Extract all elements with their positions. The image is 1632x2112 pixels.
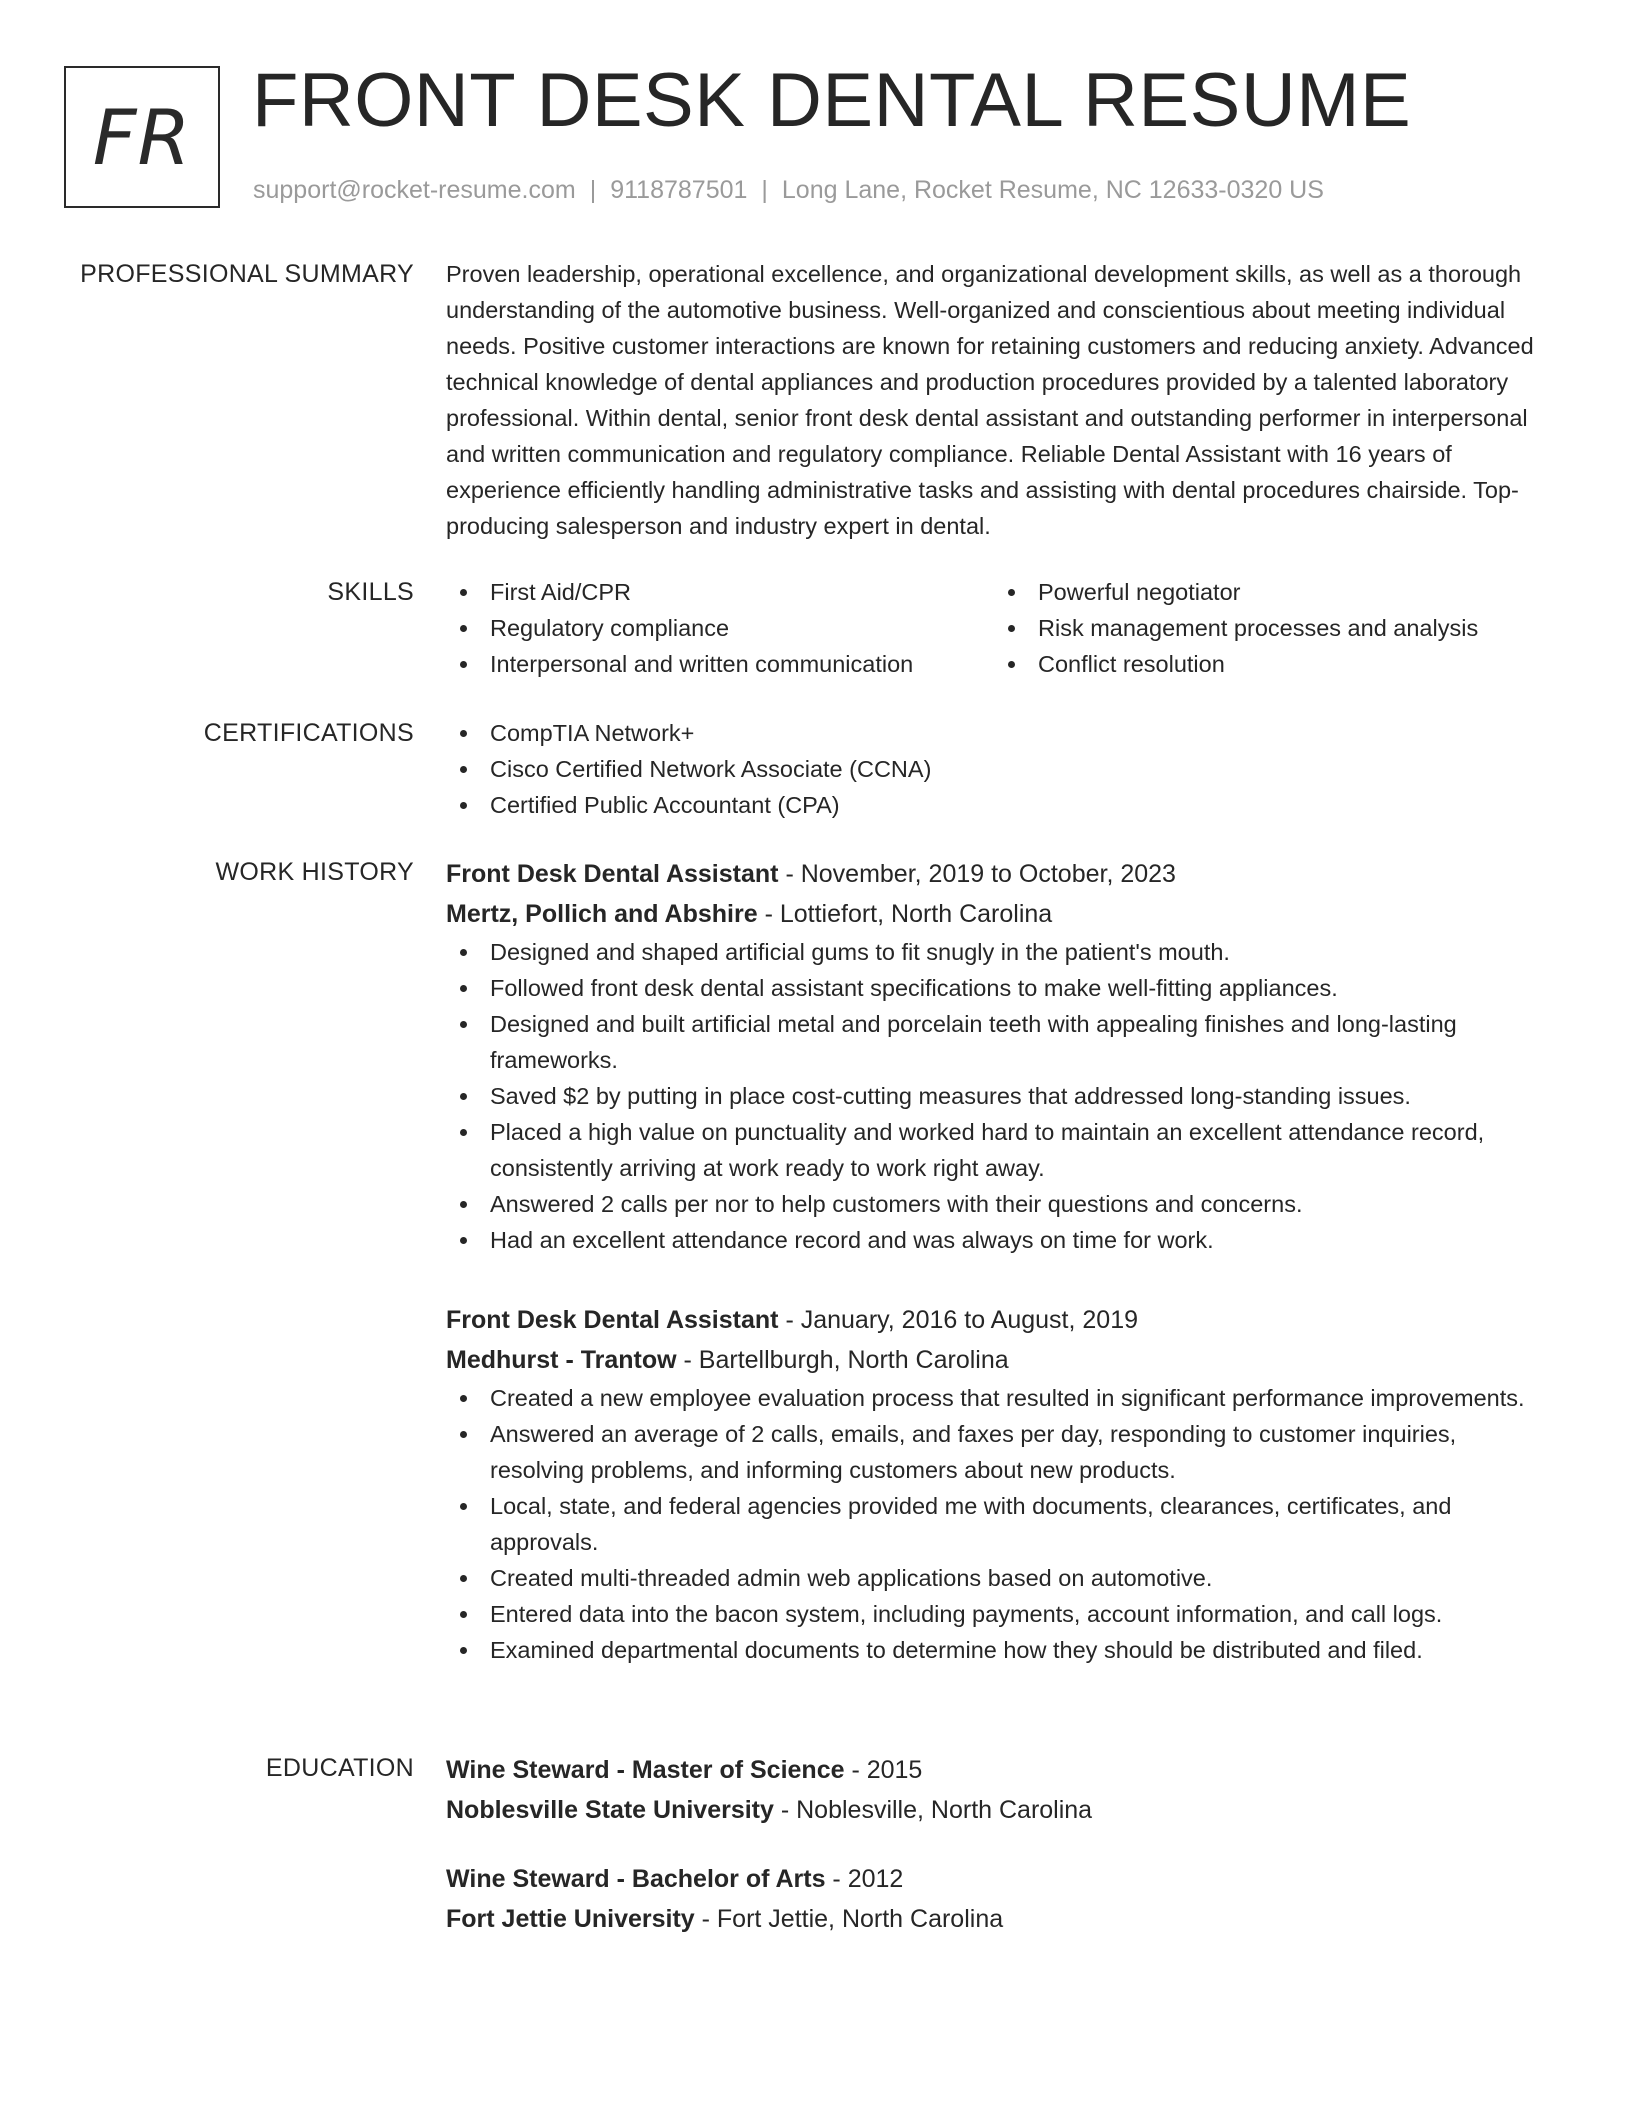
education-location: - Noblesville, North Carolina — [780, 1796, 1093, 1824]
job-bullets — [446, 934, 1556, 1258]
education-degree-line — [446, 1859, 1556, 1899]
skill-item: Risk management processes and analysis — [994, 610, 1542, 646]
job-title-line — [446, 1300, 1556, 1340]
certification-item: Certified Public Accountant (CPA) — [446, 787, 1556, 823]
section-label-skills: SKILLS — [327, 578, 414, 606]
contact-separator: | — [589, 176, 597, 204]
resume-title: FRONT DESK DENTAL RESUME — [252, 58, 1412, 143]
section-label-education: EDUCATION — [265, 1754, 414, 1782]
job-bullet: Followed front desk dental assistant specifications to make well-fitting appliances. — [446, 970, 1556, 1006]
job-bullet: Answered an average of 2 calls, emails, and faxes per day, responding to customer inquiries, resolving problems, and informing customers about new products. — [446, 1416, 1556, 1488]
job-bullet: Entered data into the bacon system, including payments, account information, and call logs. — [446, 1596, 1556, 1632]
job-title: Front Desk Dental Assistant — [446, 1306, 779, 1334]
section-label-certifications: CERTIFICATIONS — [203, 719, 414, 747]
skill-item: Conflict resolution — [994, 646, 1542, 682]
summary-body — [446, 256, 1556, 544]
job-entry — [446, 1300, 1556, 1668]
certifications-body — [446, 715, 1556, 823]
education-degree-line — [446, 1750, 1556, 1790]
job-title: Front Desk Dental Assistant — [446, 860, 779, 888]
contact-line — [253, 174, 1324, 206]
education-school: Fort Jettie University — [446, 1905, 695, 1933]
skill-item: First Aid/CPR — [446, 574, 994, 610]
job-bullet: Designed and shaped artificial gums to fit snugly in the patient's mouth. — [446, 934, 1556, 970]
education-degree: Wine Steward - Bachelor of Arts — [446, 1865, 826, 1893]
job-bullet: Local, state, and federal agencies provided me with documents, clearances, certificates, and approvals. — [446, 1488, 1556, 1560]
job-location: - Lottiefort, North Carolina — [764, 900, 1053, 928]
contact-phone: 9118787501 — [610, 176, 748, 204]
skills-column-left — [446, 574, 994, 682]
job-entry — [446, 854, 1556, 1258]
education-entry — [446, 1750, 1556, 1830]
education-year: - 2015 — [851, 1756, 923, 1784]
summary-text: Proven leadership, operational excellence, and organizational development skills, as well as a thorough understanding of the automotive business. Well-organized and conscientious about meeting individual needs. Positive customer interactions are known for retaining customers and reducing anxiety. Advanced technical knowledge of dental appliances and production procedures provided by a talented laboratory professional. Within dental, senior front desk dental assistant and outstanding performer in interpersonal and written communication and regulatory compliance. Reliable Dental Assistant with 16 years of experience efficiently handling administrative tasks and assisting with dental procedures chairside. Top-producing salesperson and industry expert in dental. — [446, 261, 1534, 539]
job-company-line — [446, 1340, 1556, 1380]
education-location: - Fort Jettie, North Carolina — [701, 1905, 1004, 1933]
job-bullet: Designed and built artificial metal and porcelain teeth with appealing finishes and long-lasting frameworks. — [446, 1006, 1556, 1078]
job-bullets — [446, 1380, 1556, 1668]
contact-separator: | — [761, 176, 768, 204]
skill-item: Powerful negotiator — [994, 574, 1542, 610]
job-bullet: Placed a high value on punctuality and worked hard to maintain an excellent attendance record, consistently arriving at work ready to work right away. — [446, 1114, 1556, 1186]
skills-body — [446, 574, 1556, 682]
job-dates: - January, 2016 to August, 2019 — [785, 1306, 1139, 1334]
job-bullet: Had an excellent attendance record and was always on time for work. — [446, 1222, 1556, 1258]
job-company-line — [446, 894, 1556, 934]
certification-item: CompTIA Network+ — [446, 715, 1556, 751]
job-bullet: Answered 2 calls per nor to help customers with their questions and concerns. — [446, 1186, 1556, 1222]
job-bullet: Saved $2 by putting in place cost-cutting measures that addressed long-standing issues. — [446, 1078, 1556, 1114]
work-history-body — [446, 854, 1556, 1668]
job-bullet: Examined departmental documents to determine how they should be distributed and filed. — [446, 1632, 1556, 1668]
education-school-line — [446, 1790, 1556, 1830]
job-bullet: Created multi-threaded admin web applications based on automotive. — [446, 1560, 1556, 1596]
skill-item: Regulatory compliance — [446, 610, 994, 646]
education-body — [446, 1750, 1556, 1939]
education-entry — [446, 1859, 1556, 1939]
skills-column-right — [994, 574, 1542, 682]
skills-grid — [446, 574, 1556, 682]
job-dates: - November, 2019 to October, 2023 — [785, 860, 1176, 888]
job-company: Medhurst - Trantow — [446, 1346, 677, 1374]
education-school: Noblesville State University — [446, 1796, 774, 1824]
job-company: Mertz, Pollich and Abshire — [446, 900, 758, 928]
contact-email: support@rocket-resume.com — [253, 176, 576, 204]
education-degree: Wine Steward - Master of Science — [446, 1756, 845, 1784]
section-label-summary: PROFESSIONAL SUMMARY — [80, 260, 414, 288]
job-bullet: Created a new employee evaluation process that resulted in significant performance improvements. — [446, 1380, 1556, 1416]
skill-item: Interpersonal and written communication — [446, 646, 994, 682]
skills-list-right — [994, 574, 1542, 682]
section-label-work-history: WORK HISTORY — [215, 858, 414, 886]
job-title-line — [446, 854, 1556, 894]
monogram-initials: FR — [92, 92, 192, 182]
education-year: - 2012 — [832, 1865, 904, 1893]
monogram-box — [64, 66, 220, 208]
job-location: - Bartellburgh, North Carolina — [683, 1346, 1009, 1374]
skills-list-left — [446, 574, 994, 682]
certification-item: Cisco Certified Network Associate (CCNA) — [446, 751, 1556, 787]
education-school-line — [446, 1899, 1556, 1939]
certifications-list — [446, 715, 1556, 823]
contact-address: Long Lane, Rocket Resume, NC 12633-0320 US — [781, 176, 1324, 204]
